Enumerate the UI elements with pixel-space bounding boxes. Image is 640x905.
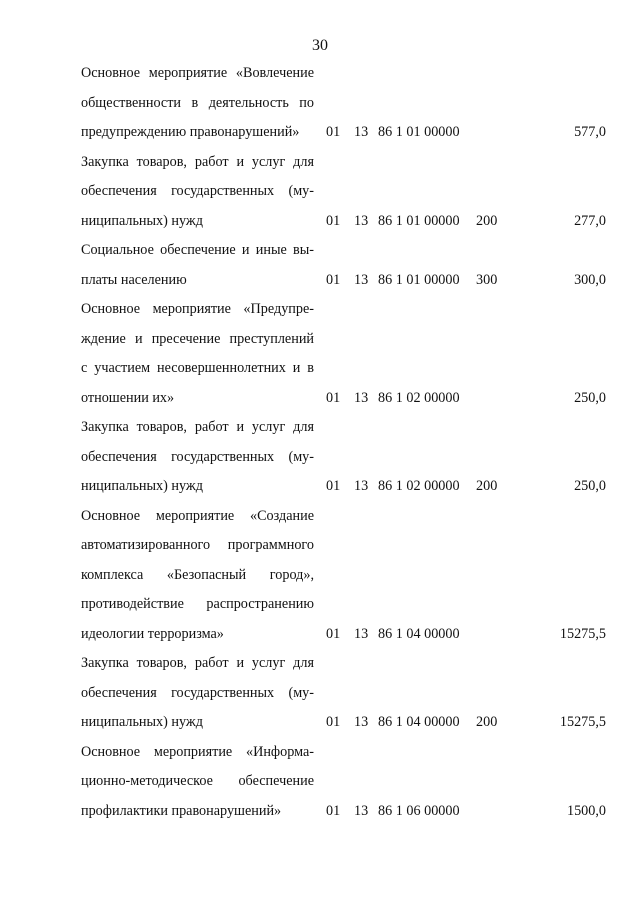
row-sum: 250,0 <box>574 478 606 494</box>
row-section-code: 01 <box>326 271 341 288</box>
row-name-line: Закупка товаров, работ и услуг для <box>81 419 314 435</box>
row-target-article: 86 1 01 00000 <box>378 124 460 140</box>
row-name-line: обеспечения государственных (му- <box>81 183 314 199</box>
row-section-code: 01 <box>326 802 341 819</box>
row-subsection-code: 13 <box>354 389 369 406</box>
row-name-line: Основное мероприятие «Предупре- <box>81 301 314 317</box>
row-name <box>81 295 314 413</box>
row-name-line: комплекса «Безопасный город», <box>81 566 314 583</box>
row-name-line: Основное мероприятие «Создание <box>81 507 314 524</box>
row-name-line: профилактики правонарушений» <box>81 802 282 819</box>
row-name-line: Закупка товаров, работ и услуг для <box>81 153 314 170</box>
table-row <box>81 649 606 738</box>
row-sum: 15275,5 <box>559 714 606 730</box>
row-name <box>81 738 314 827</box>
row-expense-type: 200 <box>476 714 498 730</box>
row-name-line: Закупка товаров, работ и услуг для <box>81 655 314 671</box>
row-target-article: 86 1 02 00000 <box>378 389 460 406</box>
row-name <box>81 502 314 650</box>
row-subsection-code: 13 <box>354 478 369 494</box>
table-row <box>81 59 606 148</box>
row-name-line: идеологии терроризма» <box>81 625 224 642</box>
row-sum: 577,0 <box>574 124 606 140</box>
row-name-line: отношении их» <box>81 389 175 406</box>
row-expense-type: 200 <box>476 212 498 229</box>
row-name <box>81 649 314 738</box>
table-row <box>81 413 606 502</box>
table-row <box>81 502 606 650</box>
row-subsection-code: 13 <box>354 802 369 819</box>
row-name-line: обеспечения государственных (му- <box>81 684 314 701</box>
row-section-code: 01 <box>326 714 341 730</box>
row-name-line: противодействие распространению <box>81 596 314 612</box>
row-sum: 15275,5 <box>559 625 606 642</box>
row-section-code: 01 <box>326 478 341 494</box>
row-target-article: 86 1 04 00000 <box>378 714 460 730</box>
row-subsection-code: 13 <box>354 124 369 140</box>
row-name-line: автоматизированного программного <box>81 537 314 553</box>
row-subsection-code: 13 <box>354 212 369 229</box>
table-row <box>81 236 606 295</box>
row-name-line: обеспечения государственных (му- <box>81 448 314 465</box>
table-row <box>81 295 606 413</box>
row-name-line: ждение и пресечение преступлений <box>81 330 314 347</box>
row-name-line: ниципальных) нужд <box>81 478 203 494</box>
row-name-line: Социальное обеспечение и иные вы- <box>81 242 314 258</box>
table-row <box>81 738 606 827</box>
row-name-line: Основное мероприятие «Информа- <box>81 743 314 760</box>
row-name-line: ниципальных) нужд <box>81 714 203 730</box>
table-row <box>81 148 606 237</box>
row-name <box>81 236 314 295</box>
row-name-line: платы населению <box>81 271 187 288</box>
row-target-article: 86 1 02 00000 <box>378 478 460 494</box>
row-target-article: 86 1 04 00000 <box>378 625 460 642</box>
row-expense-type: 300 <box>476 271 498 288</box>
row-subsection-code: 13 <box>354 714 369 730</box>
row-name-line: Основное мероприятие «Вовлечение <box>81 65 314 81</box>
row-sum: 277,0 <box>574 212 606 229</box>
row-target-article: 86 1 01 00000 <box>378 271 460 288</box>
row-sum: 250,0 <box>574 389 606 406</box>
row-name-line: ниципальных) нужд <box>81 212 203 229</box>
row-name <box>81 148 314 237</box>
row-section-code: 01 <box>326 389 341 406</box>
row-name-line: предупреждению правонарушений» <box>81 124 300 140</box>
row-section-code: 01 <box>326 625 341 642</box>
row-subsection-code: 13 <box>354 625 369 642</box>
row-name-line: с участием несовершеннолетних и в <box>81 360 314 376</box>
row-sum: 300,0 <box>574 271 606 288</box>
row-expense-type: 200 <box>476 478 498 494</box>
row-target-article: 86 1 06 00000 <box>378 802 460 819</box>
page-number: 30 <box>312 37 328 54</box>
row-name <box>81 413 314 502</box>
row-section-code: 01 <box>326 124 341 140</box>
row-name-line: общественности в деятельность по <box>81 94 314 111</box>
row-target-article: 86 1 01 00000 <box>378 212 460 229</box>
row-name <box>81 59 314 148</box>
row-sum: 1500,0 <box>566 802 606 819</box>
budget-table <box>81 59 606 826</box>
row-section-code: 01 <box>326 212 341 229</box>
row-subsection-code: 13 <box>354 271 369 288</box>
row-name-line: ционно-методическое обеспечение <box>81 773 314 789</box>
